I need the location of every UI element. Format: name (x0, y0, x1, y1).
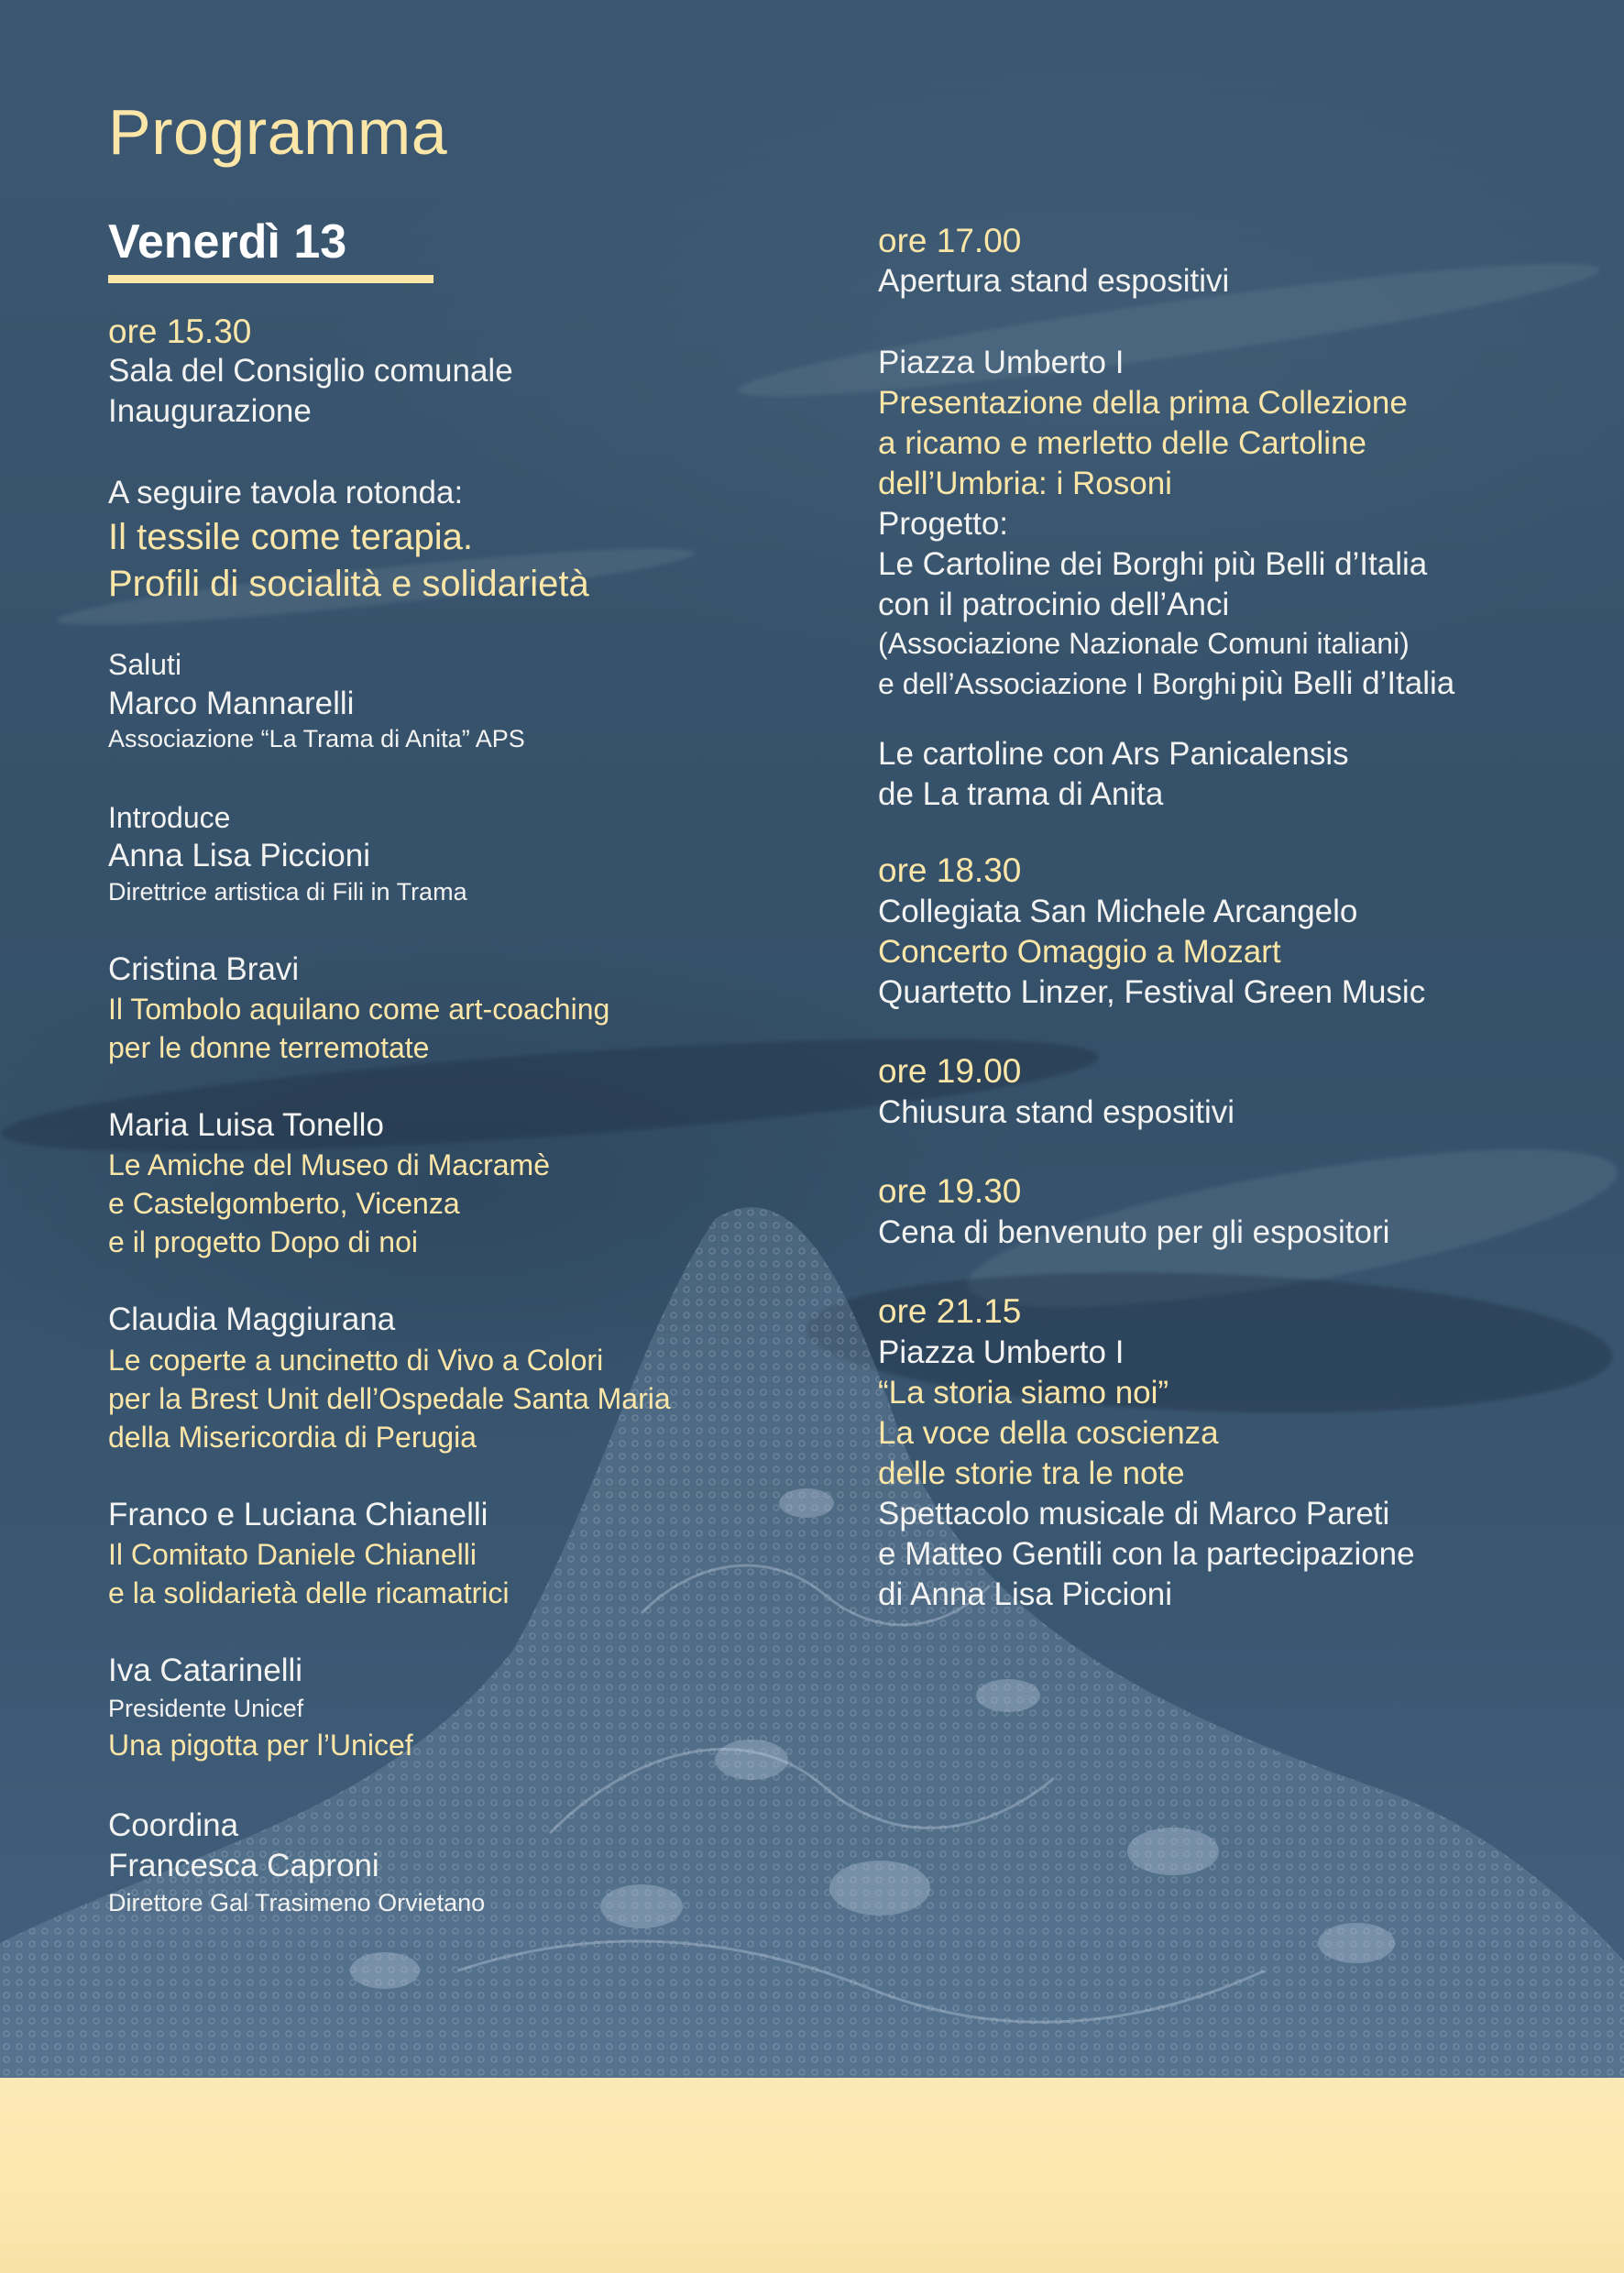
project-text: con il patrocinio dell’Anci (878, 587, 1230, 622)
time-label: ore 18.30 (878, 851, 1022, 889)
talk-title: della Misericordia di Perugia (108, 1421, 477, 1454)
roundtable-topic: Il tessile come terapia. (108, 517, 473, 557)
presentation-title: a ricamo e merletto delle Cartoline (878, 425, 1367, 461)
event-title: Chiusura stand espositivi (878, 1094, 1235, 1130)
role-label: Introduce (108, 801, 231, 834)
performers: Quartetto Linzer, Festival Green Music (878, 974, 1426, 1010)
talk-title: Una pigotta per l’Unicef (108, 1729, 413, 1762)
speaker-affiliation: Associazione “La Trama di Anita” APS (108, 725, 525, 752)
roundtable-intro: A seguire tavola rotonda: (108, 475, 464, 511)
show-title: delle storie tra le note (878, 1455, 1185, 1491)
postcards-text: Le cartoline con Ars Panicalensis (878, 736, 1349, 772)
day-heading: Venerdì 13 (108, 215, 347, 269)
time-label: ore 17.00 (878, 222, 1022, 259)
speaker-name: Maria Luisa Tonello (108, 1107, 384, 1143)
talk-title: Le coperte a uncinetto di Vivo a Colori (108, 1344, 604, 1377)
time-label: ore 19.30 (878, 1172, 1022, 1210)
event-title: Inaugurazione (108, 393, 312, 429)
talk-title: per le donne terremotate (108, 1031, 430, 1064)
footer-band (0, 2078, 1624, 2273)
talk-title: e il progetto Dopo di noi (108, 1225, 418, 1258)
concert-title: Concerto Omaggio a Mozart (878, 934, 1281, 970)
event-title: Apertura stand espositivi (878, 263, 1230, 299)
roundtable-topic: Profili di socialità e solidarietà (108, 564, 589, 604)
talk-title: e la solidarietà delle ricamatrici (108, 1576, 510, 1609)
day-underline (108, 275, 433, 283)
talk-title: Il Comitato Daniele Chianelli (108, 1538, 477, 1571)
speaker-name: Franco e Luciana Chianelli (108, 1497, 488, 1532)
role-label: Coordina (108, 1807, 239, 1843)
project-text-part: e dell’Associazione I Borghi (878, 667, 1237, 700)
presentation-title: Presentazione della prima Collezione (878, 385, 1408, 421)
speaker-affiliation: Presidente Unicef (108, 1695, 304, 1722)
venue: Collegiata San Michele Arcangelo (878, 894, 1358, 929)
project-text: (Associazione Nazionale Comuni italiani) (878, 627, 1410, 660)
show-description: e Matteo Gentili con la partecipazione (878, 1536, 1415, 1572)
talk-title: Il Tombolo aquilano come art-coaching (108, 993, 610, 1026)
talk-title: e Castelgomberto, Vicenza (108, 1187, 460, 1220)
speaker-affiliation: Direttrice artistica di Fili in Trama (108, 878, 467, 906)
page-heading: Programma (108, 96, 448, 168)
show-description: Spettacolo musicale di Marco Pareti (878, 1496, 1390, 1532)
venue: Piazza Umberto I (878, 1334, 1125, 1370)
speaker-name: Claudia Maggiurana (108, 1301, 396, 1337)
speaker-name: Francesca Caproni (108, 1848, 379, 1883)
postcards-text: de La trama di Anita (878, 776, 1164, 812)
project-text-part: più Belli d’Italia (1240, 665, 1455, 701)
talk-title: per la Brest Unit dell’Ospedale Santa Maria (108, 1382, 671, 1415)
show-description: di Anna Lisa Piccioni (878, 1576, 1173, 1612)
time-label: ore 21.15 (878, 1292, 1022, 1330)
speaker-name: Iva Catarinelli (108, 1653, 303, 1688)
talk-title: Le Amiche del Museo di Macramè (108, 1148, 550, 1181)
speaker-name: Marco Mannarelli (108, 686, 355, 721)
speaker-name: Cristina Bravi (108, 951, 300, 987)
event-title: Cena di benvenuto per gli espositori (878, 1214, 1390, 1250)
time-label: ore 15.30 (108, 313, 252, 350)
show-title: La voce della coscienza (878, 1415, 1219, 1451)
show-title: “La storia siamo noi” (878, 1375, 1169, 1411)
time-label: ore 19.00 (878, 1052, 1022, 1090)
speaker-name: Anna Lisa Piccioni (108, 838, 370, 873)
project-text (878, 667, 1454, 699)
role-label: Saluti (108, 648, 182, 681)
project-text: Le Cartoline dei Borghi più Belli d’Italia (878, 546, 1428, 582)
presentation-title: dell’Umbria: i Rosoni (878, 466, 1172, 501)
project-label: Progetto: (878, 506, 1009, 542)
venue: Sala del Consiglio comunale (108, 353, 513, 389)
speaker-affiliation: Direttore Gal Trasimeno Orvietano (108, 1889, 486, 1916)
venue: Piazza Umberto I (878, 345, 1125, 380)
